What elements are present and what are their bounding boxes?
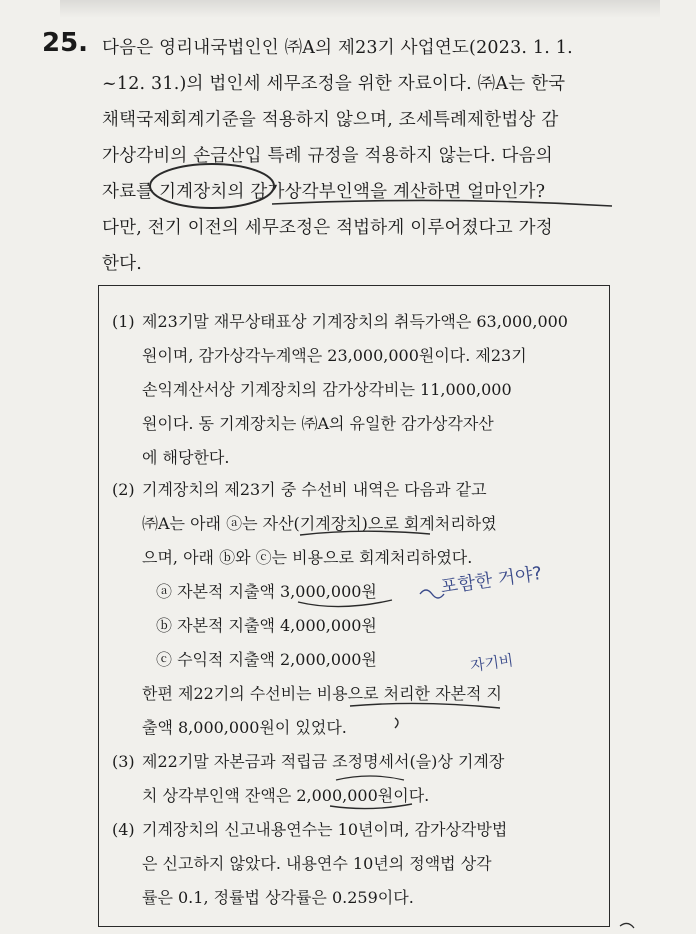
item-line: 손익계산서상 기계장치의 감가상각비는 11,000,000 (142, 380, 512, 399)
stem-line: ~12. 31.)의 법인세 세무조정을 위한 자료이다. ㈜A는 한국 (102, 74, 566, 94)
expense-line-a: ⓐ 자본적 지출액 3,000,000원 (156, 582, 377, 601)
expense-line-b: ⓑ 자본적 지출액 4,000,000원 (156, 616, 377, 635)
bleed-through-shadow (60, 0, 660, 18)
item-line: 제23기말 재무상태표상 기계장치의 취득가액은 63,000,000 (142, 312, 568, 331)
item-number: (4) (112, 820, 135, 839)
item-line: 으며, 아래 ⓑ와 ⓒ는 비용으로 회계처리하였다. (142, 548, 473, 567)
item-line: 기계장치의 신고내용연수는 10년이며, 감가상각방법 (142, 820, 508, 839)
stem-line: 자료를 기계장치의 감가상각부인액을 계산하면 얼마인가? (102, 182, 546, 202)
stem-line: 채택국제회계기준을 적용하지 않으며, 조세특례제한법상 감 (102, 110, 559, 130)
stem-line: 가상각비의 손금산입 특례 규정을 적용하지 않는다. 다음의 (102, 146, 553, 166)
question-number: 25. (42, 28, 89, 58)
item-number: (1) (112, 312, 135, 331)
item-line: 제22기말 자본금과 적립금 조정명세서(을)상 기계장 (142, 752, 505, 771)
stem-line: 다만, 전기 이전의 세무조정은 적법하게 이루어졌다고 가정 (102, 218, 553, 238)
stem-line: 다음은 영리내국법인인 ㈜A의 제23기 사업연도(2023. 1. 1. (102, 38, 573, 58)
item-line: 치 상각부인액 잔액은 2,000,000원이다. (142, 786, 430, 805)
item-number: (3) (112, 752, 135, 771)
item-line: 기계장치의 제23기 중 수선비 내역은 다음과 같고 (142, 480, 487, 499)
item-line: 에 해당한다. (142, 448, 230, 467)
question-stem (102, 30, 622, 282)
handwritten-note: 포함한 거야? (439, 562, 544, 598)
item-line: 원이며, 감가상각누계액은 23,000,000원이다. 제23기 (142, 346, 527, 365)
item-line: 한편 제22기의 수선비는 비용으로 처리한 자본적 지 (142, 684, 502, 703)
item-line: 원이다. 동 기계장치는 ㈜A의 유일한 감가상각자산 (142, 414, 494, 433)
stem-line: 한다. (102, 254, 142, 274)
corner-mark (620, 923, 634, 928)
item-line: 률은 0.1, 정률법 상각률은 0.259이다. (142, 888, 414, 907)
item-number: (2) (112, 480, 135, 499)
expense-line-c: ⓒ 수익적 지출액 2,000,000원 (156, 650, 377, 669)
item-line: ㈜A는 아래 ⓐ는 자산(기계장치)으로 회계처리하였 (142, 514, 497, 533)
item-line: 은 신고하지 않았다. 내용연수 10년의 정액법 상각 (142, 854, 492, 873)
handwritten-note: 자기비 (469, 651, 515, 675)
item-line: 출액 8,000,000원이 있었다. (142, 718, 347, 737)
